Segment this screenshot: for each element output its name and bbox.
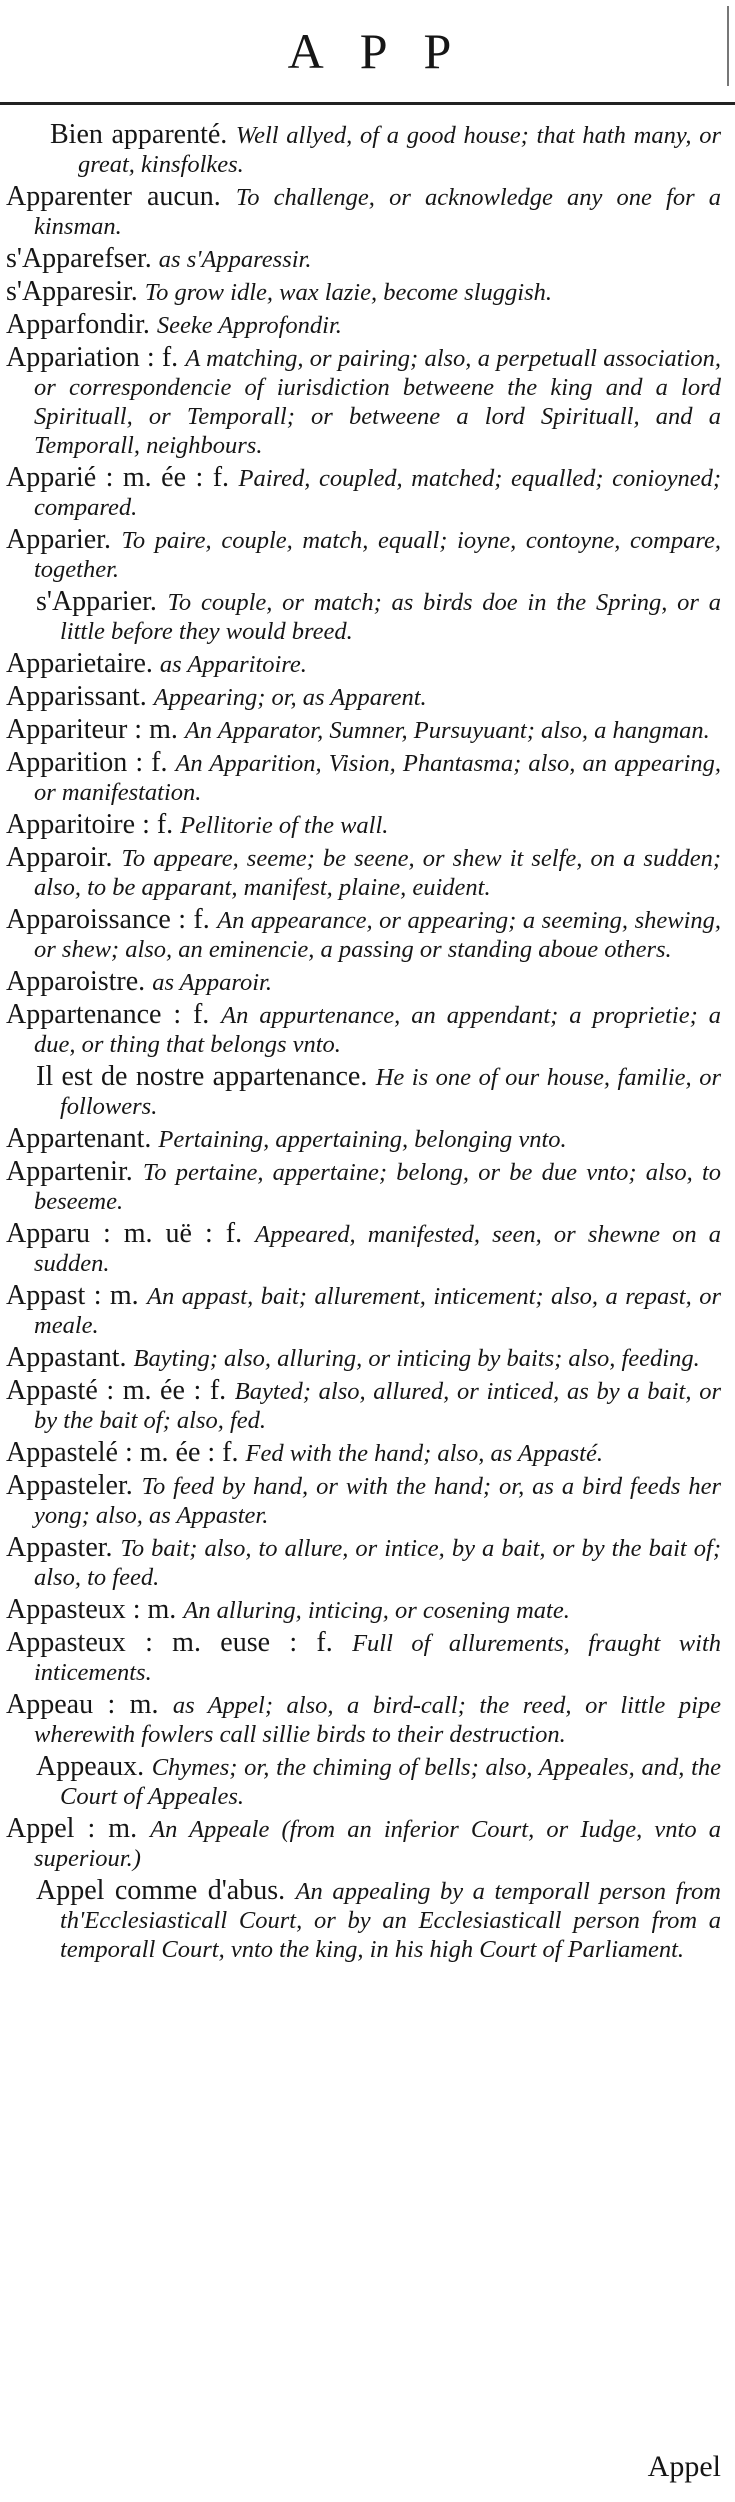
definition: Seeke Approfondir.: [156, 312, 342, 339]
definition: as Apparoir.: [152, 969, 272, 996]
definition: To challenge, or acknowledge any one for a kinsman.: [34, 184, 721, 240]
dictionary-entry: [6, 905, 721, 964]
dictionary-entry: [6, 1281, 721, 1340]
definition: Appearing; or, as Apparent.: [153, 684, 427, 711]
headword: Appasteler.: [6, 1470, 142, 1501]
headword: Apparietaire.: [6, 648, 160, 679]
headword: Apparoissance : f.: [6, 904, 218, 935]
headword: Appel : m.: [6, 1813, 151, 1844]
headword: Appariteur : m.: [6, 714, 185, 745]
definition: Fed with the hand; also, as Appasté.: [245, 1440, 603, 1467]
dictionary-entry: [6, 1157, 721, 1216]
dictionary-entry: [6, 1471, 721, 1530]
definition: An Apparition, Vision, Phantasma; also, an appearing, or manifestation.: [34, 750, 721, 806]
headword: Appastelé : m. ée : f.: [6, 1437, 246, 1468]
dictionary-entry: [6, 343, 721, 460]
definition: Bayting; also, alluring, or inticing by baits; also, feeding.: [133, 1345, 700, 1372]
dictionary-entry: [6, 277, 721, 307]
definition: An appealing by a temporall person from th'Ecclesiasticall Court, or by an Ecclesiasticall person from a temporall Court, vnto the king, in his high Court of Parliament.: [60, 1878, 722, 1963]
dictionary-entry: [6, 310, 721, 340]
headword: Bien apparenté.: [50, 119, 236, 150]
headword: Il est de nostre appartenance.: [36, 1061, 376, 1092]
definition: To feed by hand, or with the hand; or, as a bird feeds her yong; also, as Appaster.: [34, 1473, 721, 1529]
definition: as Appel; also, a bird-call; the reed, or little pipe wherewith fowlers call sillie birds to their destruction.: [34, 1692, 721, 1748]
headword: Appartenant.: [6, 1123, 159, 1154]
dictionary-entry: [6, 1533, 721, 1592]
definition: Paired, coupled, matched; equalled; conioyned; compared.: [34, 465, 721, 521]
headword: Apparissant.: [6, 681, 154, 712]
entry-list: [6, 120, 721, 1967]
headword: Apparition : f.: [6, 747, 176, 778]
headword: Apparier.: [6, 524, 122, 555]
definition: An Appeale (from an inferior Court, or Iudge, vnto a superiour.): [34, 1816, 721, 1872]
headword: s'Apparefser.: [6, 243, 159, 274]
definition: An appast, bait; allurement, inticement; also, a repast, or meale.: [34, 1283, 721, 1339]
dictionary-entry: [6, 715, 721, 745]
definition: To bait; also, to allure, or intice, by a bait, or by the bait of; also, to feed.: [34, 1535, 721, 1591]
running-head: APP: [287, 23, 488, 79]
definition: He is one of our house, familie, or followers.: [60, 1064, 721, 1120]
dictionary-entry: [6, 843, 721, 902]
headword: Apparoistre.: [6, 966, 153, 997]
definition: To grow idle, wax lazie, become sluggish.: [144, 279, 552, 306]
definition: Full of allurements, fraught with inticements.: [34, 1630, 722, 1686]
definition: To couple, or match; as birds doe in the Spring, or a little before they would breed.: [60, 589, 721, 645]
dictionary-entry: [6, 1595, 721, 1625]
headword: Appaster.: [6, 1532, 121, 1563]
header-rule: [0, 102, 735, 105]
definition: as Apparitoire.: [159, 651, 307, 678]
headword: s'Apparesir.: [6, 276, 145, 307]
definition: Bayted; also, allured, or inticed, as by a bait, or by the bait of; also, fed.: [34, 1378, 721, 1434]
dictionary-entry: [6, 1752, 721, 1811]
dictionary-entry: [6, 682, 721, 712]
dictionary-entry: [6, 649, 721, 679]
dictionary-entry: [6, 748, 721, 807]
headword: Appartenance : f.: [6, 999, 222, 1030]
dictionary-entry: [6, 525, 721, 584]
dictionary-entry: [6, 1062, 721, 1121]
catchword: Appel: [647, 2450, 721, 2483]
dictionary-entry: [6, 1438, 721, 1468]
dictionary-entry: [6, 1876, 721, 1964]
definition: An appurtenance, an appendant; a proprietie; a due, or thing that belongs vnto.: [34, 1002, 721, 1058]
definition: To appeare, seeme; be seene, or shew it selfe, on a sudden; also, to be apparant, manifest, plaine, euident.: [34, 845, 722, 901]
dictionary-entry: [6, 1814, 721, 1873]
dictionary-entry: [6, 1690, 721, 1749]
headword: Appast : m.: [6, 1280, 148, 1311]
headword: Apparenter aucun.: [6, 181, 236, 212]
dictionary-entry: [6, 120, 721, 179]
dictionary-entry: [6, 1376, 721, 1435]
definition: To paire, couple, match, equall; ioyne, contoyne, compare, together.: [34, 527, 722, 583]
dictionary-entry: [6, 463, 721, 522]
definition: as s'Apparessir.: [158, 246, 312, 273]
definition: Chymes; or, the chiming of bells; also, Appeales, and, the Court of Appeales.: [60, 1754, 721, 1810]
headword: Appariation : f.: [6, 342, 186, 373]
definition: An alluring, inticing, or cosening mate.: [183, 1597, 570, 1624]
dictionary-entry: [6, 1219, 721, 1278]
definition: Pellitorie of the wall.: [180, 812, 389, 839]
dictionary-entry: [6, 967, 721, 997]
headword: Appastant.: [6, 1342, 134, 1373]
definition: An Apparator, Sumner, Pursuyuant; also, a hangman.: [184, 717, 710, 744]
headword: Appasté : m. ée : f.: [6, 1375, 235, 1406]
headword: Appel comme d'abus.: [36, 1875, 296, 1906]
dictionary-entry: [6, 182, 721, 241]
headword: Apparoir.: [6, 842, 122, 873]
headword: Appasteux : m. euse : f.: [6, 1627, 353, 1658]
definition: An appearance, or appearing; a seeming, shewing, or shew; also, an eminencie, a passing or standing aboue others.: [34, 907, 721, 963]
dictionary-entry: [6, 1124, 721, 1154]
dictionary-entry: [6, 244, 721, 274]
definition: Appeared, manifested, seen, or shewne on a sudden.: [34, 1221, 721, 1277]
dictionary-entry: [6, 1343, 721, 1373]
headword: Apparfondir.: [6, 309, 157, 340]
dictionary-entry: [6, 587, 721, 646]
dictionary-entry: [6, 810, 721, 840]
headword: Appartenir.: [6, 1156, 143, 1187]
definition: A matching, or pairing; also, a perpetuall association, or correspondencie of iurisdiction betweene the king and a lord Spirituall, or Temporall; or betweene a lord Spirituall, and a Temporall, neighbours.: [34, 345, 721, 459]
dictionary-entry: [6, 1628, 721, 1687]
dictionary-entry: [6, 1000, 721, 1059]
headword: Apparitoire : f.: [6, 809, 181, 840]
headword: Apparié : m. ée : f.: [6, 462, 239, 493]
headword: Apparu : m. uë : f.: [6, 1218, 256, 1249]
headword: Appeaux.: [36, 1751, 152, 1782]
definition: To pertaine, appertaine; belong, or be due vnto; also, to beseeme.: [34, 1159, 721, 1215]
headword: Appasteux : m.: [6, 1594, 184, 1625]
definition: Pertaining, appertaining, belonging vnto.: [158, 1126, 567, 1153]
headword: Appeau : m.: [6, 1689, 173, 1720]
definition: Well allyed, of a good house; that hath many, or great, kinsfolkes.: [78, 122, 721, 178]
headword: s'Apparier.: [36, 586, 168, 617]
